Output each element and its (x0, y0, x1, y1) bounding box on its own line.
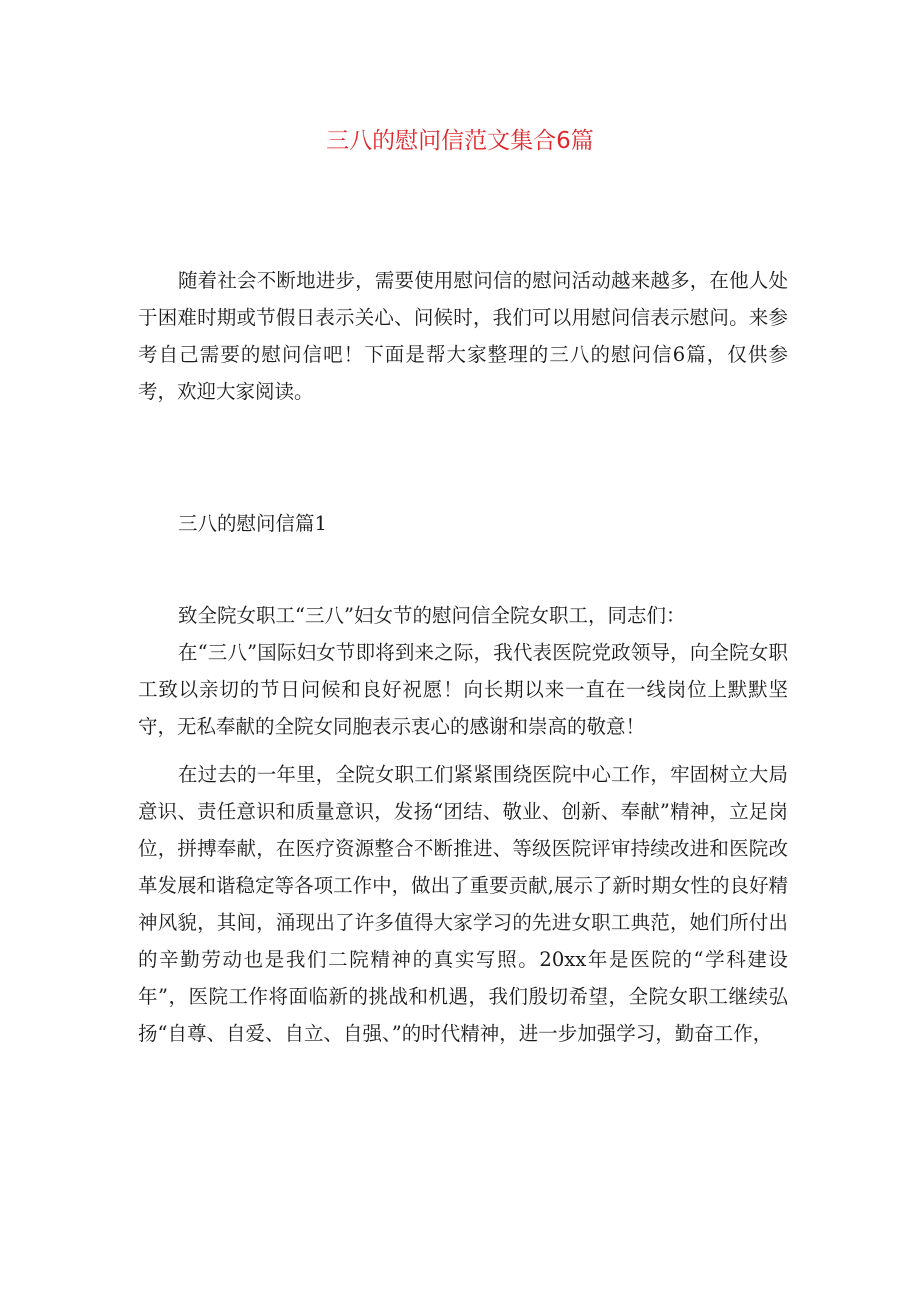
document-title: 三八的慰问信范文集合6篇 (326, 128, 594, 154)
body-paragraph-1: 在“三八”国际妇女节即将到来之际，我代表医院党政领导，向全院女职工致以亲切的节日问候和良好祝愿！向长期以来一直在一线岗位上默默坚守，无私奉献的全院女同胞表示衷心的感谢和崇高的敬意！ (138, 641, 788, 738)
salutation-paragraph: 致全院女职工“三八”妇女节的慰问信全院女职工，同志们： (178, 604, 686, 627)
body-paragraph-2: 在过去的一年里，全院女职工们紧紧围绕医院中心工作，牢固树立大局意识、责任意识和质量意识，发扬“团结、敬业、创新、奉献”精神，立足岗位，拼搏奉献，在医疗资源整合不断推进、等级医院评审持续改进和医院改革发展和谐稳定等各项工作中，做出了重要贡献,展示了新时期女性的良好精神风貌，其间，涌现出了许多值得大家学习的先进女职工典范，她们所付出的辛勤劳动也是我们二院精神的真实写照。20xx年是医院的“学科建设年”，医院工作将面临新的挑战和机遇，我们殷切希望，全院女职工继续弘扬“自尊、自爱、自立、自强、”的时代精神，进一步加强学习，勤奋工作， (138, 763, 788, 1045)
section-heading: 三八的慰问信篇1 (178, 512, 327, 535)
intro-paragraph: 随着社会不断地进步，需要使用慰问信的慰问活动越来越多，在他人处于困难时期或节假日表示关心、问候时，我们可以用慰问信表示慰问。来参考自己需要的慰问信吧！下面是帮大家整理的三八的慰问信6篇，仅供参考，欢迎大家阅读。 (138, 269, 788, 403)
